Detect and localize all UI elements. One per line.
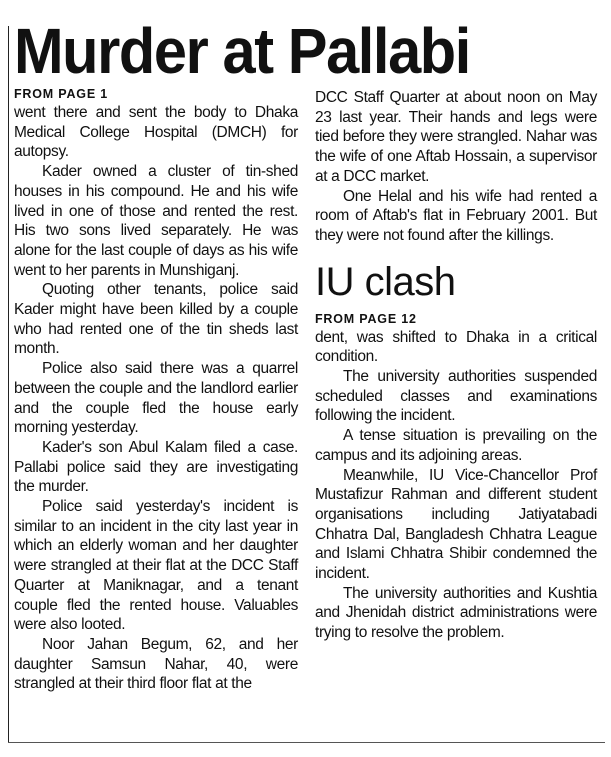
paragraph: The university authorities and Kushtia and Jhenidah district administrations were trying to resolve the problem.	[315, 584, 597, 642]
paragraph: Noor Jahan Begum, 62, and her daughter Samsun Nahar, 40, were strangled at their third floor flat at the	[14, 635, 298, 693]
article-murder-continued	[315, 88, 597, 246]
article-murder-column-1	[14, 87, 298, 694]
paragraph: dent, was shifted to Dhaka in a critical condition.	[315, 328, 597, 366]
headline-iu-clash: IU clash	[315, 259, 456, 304]
paragraph: Meanwhile, IU Vice-Chancellor Prof Mustafizur Rahman and different student organisations including Jatiyatabadi Chhatra Dal, Bangladesh Chhatra League and Islami Chhatra Shibir condemned the incident.	[315, 466, 597, 583]
bottom-rule	[8, 742, 605, 743]
paragraph: The university authorities suspended scheduled classes and examinations following the incident.	[315, 368, 597, 425]
paragraph: went there and sent the body to Dhaka Medical College Hospital (DMCH) for autopsy.	[14, 104, 298, 161]
right-column	[315, 88, 597, 643]
article-iu-clash-body	[315, 328, 597, 643]
headline-murder-at-pallabi: Murder at Pallabi	[14, 15, 470, 87]
paragraph: Police said yesterday's incident is similar to an incident in the city last year in which an elderly woman and her daughter were strangled at their flat at the DCC Staff Quarter at Maniknagar, and a tenant couple fled the rented house. Valuables were also looted.	[14, 498, 298, 634]
paragraph: Kader owned a cluster of tin-shed houses in his compound. He and his wife lived in one of those and rented the rest. His two sons lived separately. He was alone for the last couple of days as his wife went to her parents in Munshiganj.	[14, 163, 298, 279]
paragraph: Police also said there was a quarrel between the couple and the landlord earlier and the couple fled the house early morning yesterday.	[14, 360, 298, 437]
kicker-from-page-12: FROM PAGE 12	[315, 311, 417, 326]
column-rule-left	[8, 26, 9, 742]
paragraph: One Helal and his wife had rented a room of Aftab's flat in February 2001. But they were not found after the killings.	[315, 187, 597, 244]
paragraph: Quoting other tenants, police said Kader might have been killed by a couple who had rented one of the tin sheds last month.	[14, 281, 298, 358]
paragraph: Kader's son Abul Kalam filed a case. Pallabi police said they are investigating the murder.	[14, 438, 298, 496]
paragraph: DCC Staff Quarter at about noon on May 23 last year. Their hands and legs were tied before they were strangled. Nahar was the wife of one Aftab Hossain, a supervisor at a DCC market.	[315, 89, 597, 185]
paragraph: A tense situation is prevailing on the campus and its adjoining areas.	[315, 427, 597, 464]
article-murder-body	[14, 103, 298, 694]
kicker-from-page-1: FROM PAGE 1	[14, 87, 108, 101]
